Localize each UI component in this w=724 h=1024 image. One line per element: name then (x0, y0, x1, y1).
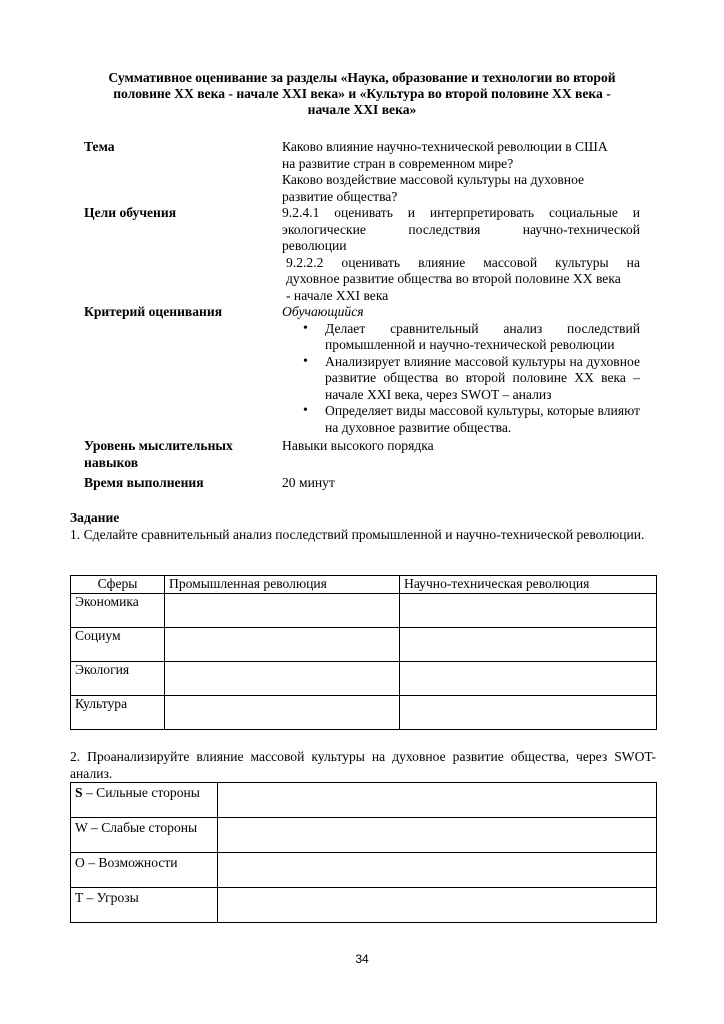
answer-cell[interactable] (218, 818, 657, 853)
answer-cell[interactable] (165, 628, 400, 662)
time-value: 20 минут (282, 475, 335, 490)
column-header: Научно-техническая революция (400, 576, 657, 594)
swot-table (70, 782, 657, 923)
swot-row (71, 888, 657, 923)
answer-cell[interactable] (400, 696, 657, 730)
swot-label-text: – Сильные стороны (82, 785, 200, 800)
answer-cell[interactable] (400, 662, 657, 696)
swot-label-text: – Возможности (84, 855, 178, 870)
row-label: Экономика (71, 594, 165, 628)
criteria-intro: Обучающийся (282, 304, 364, 319)
goal-line: экологические последствия научно-технической (282, 221, 640, 237)
swot-letter: T (75, 890, 84, 905)
table-row (71, 594, 657, 628)
assessment-info (84, 139, 644, 492)
swot-label (71, 818, 218, 853)
swot-letter: S (75, 785, 83, 800)
topic-line: Каково влияние научно-технической революции в США (282, 139, 608, 154)
skills-label-line: Уровень мыслительных (84, 438, 233, 453)
goal-line: революции (282, 238, 347, 253)
swot-letter: W (75, 820, 88, 835)
table-header-row (71, 576, 657, 594)
answer-cell[interactable] (218, 783, 657, 818)
goal-line: - начале XXI века (286, 287, 389, 303)
column-header: Промышленная революция (165, 576, 400, 594)
swot-label (71, 888, 218, 923)
page-number: 34 (355, 952, 369, 966)
swot-row (71, 818, 657, 853)
criteria-item: • Анализирует влияние массовой культуры на духовное развитие общества во второй половине XX века – начале XXI века, через SWOT – анализ (325, 354, 640, 404)
title-line-1: Суммативное оценивание за разделы «Наука, образование и технологии во второй (108, 70, 616, 85)
answer-cell[interactable] (400, 594, 657, 628)
answer-cell[interactable] (400, 628, 657, 662)
task-heading: Задание (70, 510, 120, 525)
comparison-table (70, 575, 657, 730)
task2-text: 2. Проанализируйте влияние массовой культуры на духовное развитие общества, через SWOT-анализ. (70, 749, 656, 781)
swot-letter: O (75, 855, 85, 870)
goals-row (84, 205, 644, 304)
table-row (71, 696, 657, 730)
topic-label: Тема (84, 139, 115, 154)
skills-label-line: навыков (84, 454, 139, 470)
swot-row (71, 853, 657, 888)
goal-line: духовное развитие общества во второй половине XX века (286, 271, 621, 286)
goal-line: 9.2.4.1 оценивать и интерпретировать социальные и (282, 205, 640, 220)
row-label: Социум (71, 628, 165, 662)
criteria-item: • Определяет виды массовой культуры, которые влияют на духовное развитие общества. (325, 403, 640, 436)
answer-cell[interactable] (165, 662, 400, 696)
swot-label (71, 783, 218, 818)
criteria-value (282, 304, 640, 436)
column-header: Сферы (71, 576, 165, 594)
goals-label: Цели обучения (84, 205, 177, 220)
topic-line: на развитие стран в современном мире? (282, 155, 514, 171)
table-row (71, 628, 657, 662)
topic-row (84, 139, 644, 205)
goal-line: 9.2.2.2 оценивать влияние массовой культуры на (286, 254, 640, 270)
skills-label (84, 438, 282, 471)
title-line-2: половине XX века - начале XXI века» и «Культура во второй половине XX века - (113, 86, 611, 101)
answer-cell[interactable] (165, 594, 400, 628)
answer-cell[interactable] (218, 888, 657, 923)
criteria-list (282, 321, 640, 437)
answer-cell[interactable] (165, 696, 400, 730)
time-row (84, 475, 644, 492)
criteria-item: • Делает сравнительный анализ последствий промышленной и научно-технической революции (325, 321, 640, 354)
topic-line: развитие общества? (282, 188, 398, 204)
skills-row (84, 438, 644, 471)
topic-value (282, 139, 640, 205)
time-label: Время выполнения (84, 475, 204, 490)
skills-value: Навыки высокого порядка (282, 438, 434, 453)
document-title (72, 70, 652, 118)
swot-label-text: – Угрозы (83, 890, 139, 905)
swot-row (71, 783, 657, 818)
answer-cell[interactable] (218, 853, 657, 888)
swot-label-text: – Слабые стороны (87, 820, 198, 835)
criteria-row (84, 304, 644, 436)
goals-value (282, 205, 640, 304)
task-section (70, 510, 656, 543)
title-line-3: начале XXI века» (307, 102, 417, 117)
row-label: Экология (71, 662, 165, 696)
row-label: Культура (71, 696, 165, 730)
topic-line: Каково воздействие массовой культуры на духовное (282, 172, 585, 187)
swot-label (71, 853, 218, 888)
criteria-label: Критерий оценивания (84, 304, 223, 319)
table-row (71, 662, 657, 696)
task1-text: 1. Сделайте сравнительный анализ последствий промышленной и научно-технической революции. (70, 526, 645, 542)
